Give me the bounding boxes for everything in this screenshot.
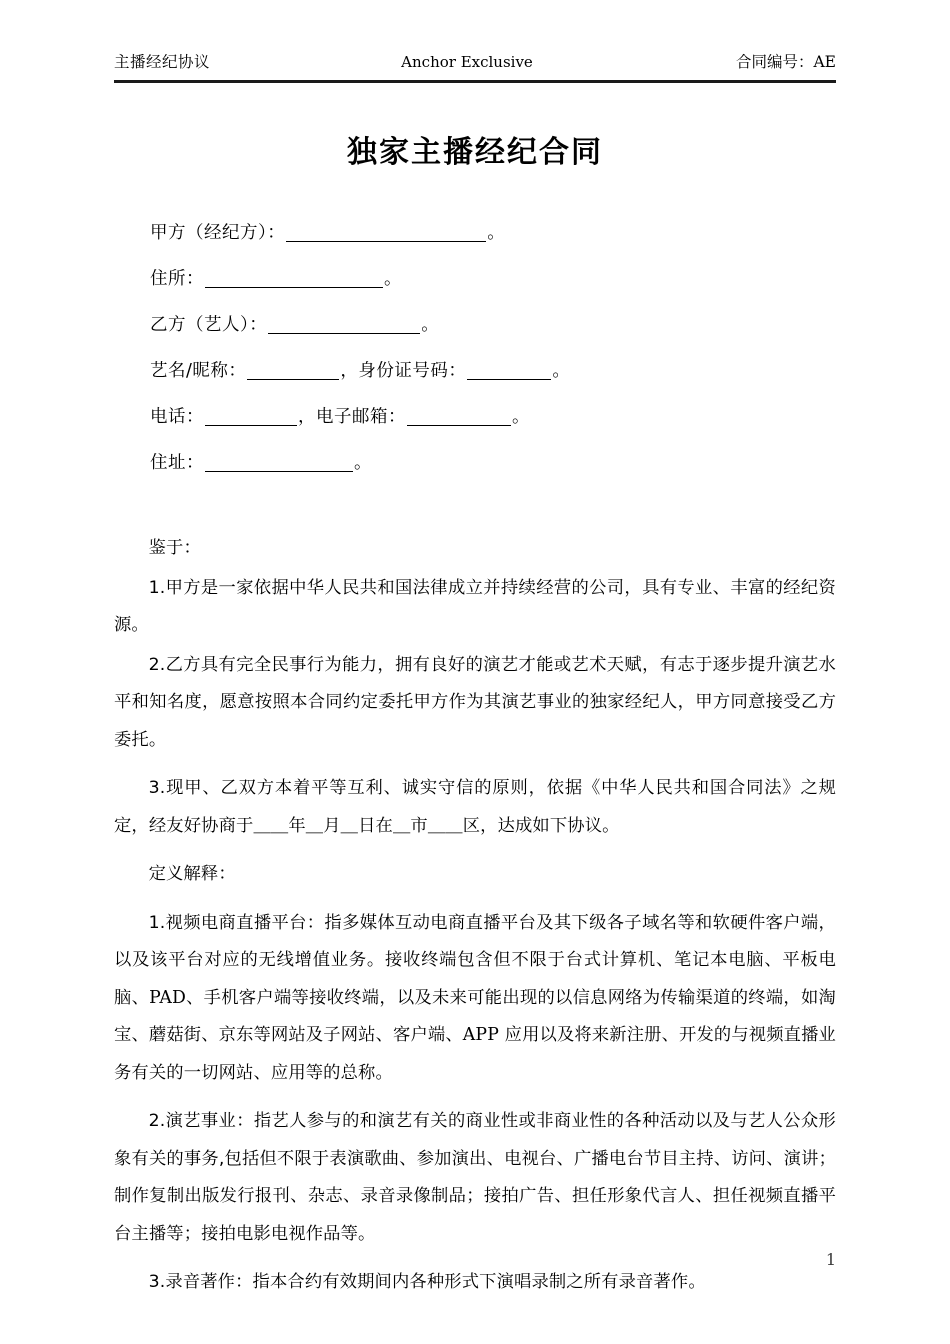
field-email-label: ，电子邮箱： [298,406,406,427]
recitals-month-blank[interactable]: ＿ [305,815,324,836]
recitals-day-label: 日在 [358,815,393,836]
field-party-a-period: 。 [487,222,505,243]
party-info-fields [114,196,836,472]
field-phone-label: 电话： [150,406,204,427]
field-party-a-address-blank[interactable] [205,270,383,288]
field-party-b-label: 乙方（艺人）： [150,314,268,335]
page-number: 1 [825,1250,836,1269]
recitals-item-1: 1.甲方是一家依据中华人民共和国法律成立并持续经营的公司，具有专业、丰富的经纪资源。 [114,577,836,635]
field-party-b-address-period: 。 [354,452,372,473]
definitions-item-1-text-a: 1.视频电商直播平台：指多媒体互动电商直播平台及其下级各子域名等和软硬件客户端，以及该平台对应的无线增值业务。接收终端包含但不限于台式计算机、笔记本电脑、平板电脑、 [114,912,836,1008]
field-party-b-address-label: 住址： [150,452,204,473]
field-party-b-blank[interactable] [268,316,420,334]
field-email-blank[interactable] [407,408,511,426]
definitions-item-2: 2.演艺事业：指艺人参与的和演艺有关的商业性或非商业性的各种活动以及与艺人公众形象有关的事务,包括但不限于表演歌曲、参加演出、电视台、广播电台节目主持、访问、演讲；制作复制出版发行报刊、杂志、录音录像制品；接拍广告、担任形象代言人、担任视频直播平台主播等；接拍电影电视作品等。 [114,1111,836,1244]
recitals-month-label: 月 [323,815,341,836]
field-party-b-address-blank[interactable] [205,454,353,472]
header-contract-number-label: 合同编号： [735,53,814,71]
field-stage-name-blank[interactable] [247,362,339,380]
field-party-a-address-period: 。 [384,268,402,289]
definitions-item-1 [114,905,836,1093]
header-contract-number-value: AE [813,53,836,71]
field-phone-period: 。 [512,406,530,427]
recitals-district-label: 区，达成如下协议。 [462,815,620,836]
definitions-item-1-text-b: 、手机客户端等接收终端，以及未来可能出现的以信息网络为传输渠道的终端，如淘宝、蘑菇街、京东等网站及子网站、客户端、 [114,987,836,1045]
header-divider-rule [114,80,836,83]
field-phone-and-email [114,380,836,426]
field-id-number-label: ，身份证号码： [340,360,467,381]
field-party-a-address [114,242,836,288]
field-phone-blank[interactable] [205,408,297,426]
page-header [114,52,836,82]
recitals-city-label: 市 [410,815,428,836]
recitals-city-blank[interactable]: ＿ [392,815,411,836]
recitals-heading: 鉴于： [148,538,201,558]
header-contract-number [736,52,836,74]
definitions-item-1-text-c: 应用以及将来新注册、开发的与视频直播业务有关的一切网站、应用等的总称。 [114,1025,836,1083]
field-stage-name-label: 艺名/昵称： [150,360,247,381]
field-party-b-period: 。 [421,314,439,335]
field-id-number-blank[interactable] [467,362,551,380]
recitals-item-3 [114,770,836,845]
definitions-item-1-pad-term: PAD [149,987,186,1008]
document-body [114,196,836,1302]
field-party-a-address-label: 住所： [150,268,204,289]
page-title: 独家主播经纪合同 [347,135,603,170]
header-center-title: Anchor Exclusive [401,53,533,71]
field-stage-name-period: 。 [552,360,570,381]
field-party-b [114,288,836,334]
recitals-item-2: 2.乙方具有完全民事行为能力，拥有良好的演艺才能或艺术天赋，有志于逐步提升演艺水平和知名度，愿意按照本合同约定委托甲方作为其演艺事业的独家经纪人，甲方同意接受乙方委托。 [114,654,836,750]
recitals-item-3-text-a: 3.现甲、乙双方本着平等互利、诚实守信的原则，依据《中华人民共和国合同法》之规定，经友好协商于 [114,778,836,836]
header-left-title: 主播经纪协议 [114,53,211,71]
definitions-item-3: 3.录音著作：指本合约有效期间内各种形式下演唱录制之所有录音著作。 [148,1272,706,1292]
recitals-year-blank[interactable]: ＿＿ [253,815,289,836]
field-party-a [114,196,836,242]
field-party-a-label: 甲方（经纪方）： [150,222,286,243]
field-party-a-blank[interactable] [286,224,486,242]
definitions-item-1-app-term: APP [462,1025,499,1045]
recitals-year-label: 年 [288,815,306,836]
field-stage-name-and-id [114,334,836,380]
recitals-district-blank[interactable]: ＿＿ [427,815,463,836]
recitals-day-blank[interactable]: ＿ [340,815,359,836]
definitions-heading: 定义解释： [148,864,236,884]
field-party-b-address [114,426,836,472]
